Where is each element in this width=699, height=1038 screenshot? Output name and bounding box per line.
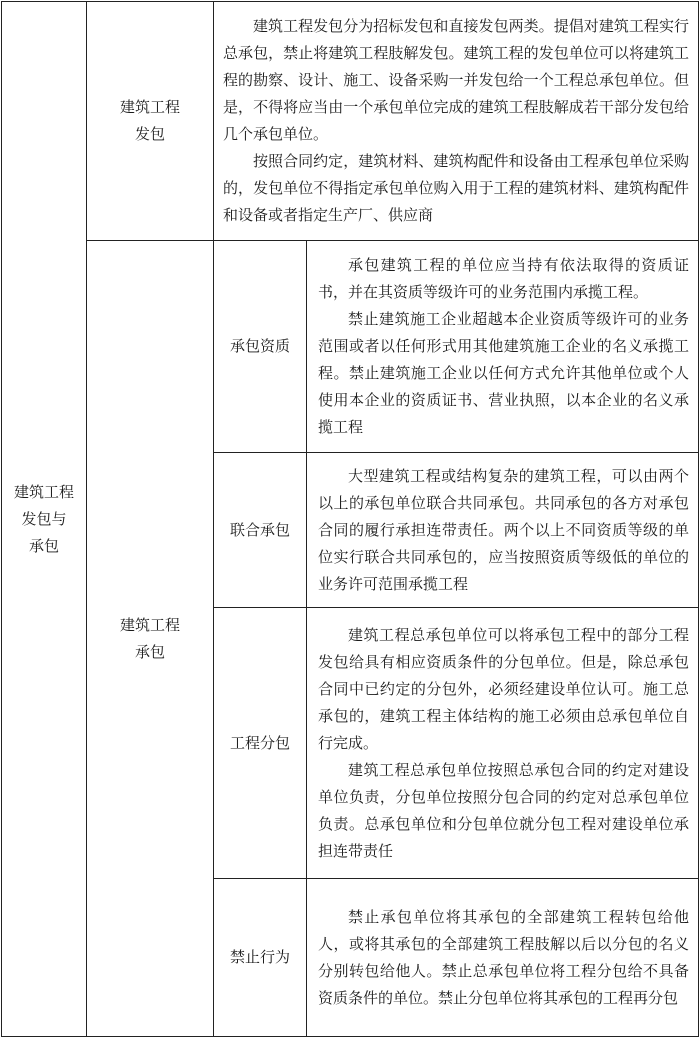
item-content-cell (307, 608, 699, 879)
paragraph: 大型建筑工程或结构复杂的建筑工程，可以由两个以上的承包单位联合共同承包。共同承包的各方对承包合同的履行承担连带责任。两个以上不同资质等级的单位实行联合共同承包的，应当按照资质等级低的单位的业务许可范围承揽工程 (318, 466, 690, 593)
paragraph: 禁止承包单位将其承包的全部建筑工程转包给他人，或将其承包的全部建筑工程肢解以后以分包的名义分别转包给他人。禁止总承包单位将工程分包给不具备资质条件的单位。禁止分包单位将其承包的工程再分包 (318, 907, 690, 1007)
item-content-cell (307, 241, 699, 453)
subcategory-line: 建筑工程 (119, 98, 180, 116)
item-label-cell: 禁止行为 (214, 879, 307, 1037)
item-label-cell: 工程分包 (214, 608, 307, 879)
subcategory-cell-fabao (87, 2, 214, 241)
item-label-cell: 联合承包 (214, 453, 307, 608)
category-cell (2, 2, 87, 1037)
item-content-cell (307, 879, 699, 1037)
subcategory-cell-chengbao (87, 241, 214, 1037)
category-line: 建筑工程 (13, 482, 74, 501)
category-line: 发包与 (21, 509, 67, 528)
table-row (2, 2, 699, 241)
subcategory-line: 发包 (134, 125, 165, 143)
paragraph: 建筑工程发包分为招标发包和直接发包两类。提倡对建筑工程实行总承包，禁止将建筑工程肢解发包。建筑工程的发包单位可以将建筑工程的勘察、设计、施工、设备采购一并发包给一个工程总承包单位。但是，不得将应当由一个承包单位完成的建筑工程肢解成若干部分发包给几个承包单位。 (223, 17, 690, 143)
paragraph: 禁止建筑施工企业超越本企业资质等级许可的业务范围或者以任何形式用其他建筑施工企业的名义承揽工程。禁止建筑施工企业以任何方式允许其他单位或个人使用本企业的资质证书、营业执照，以本企业的名义承揽工程 (318, 310, 690, 436)
subcategory-line: 建筑工程 (119, 615, 180, 634)
subcategory-line: 承包 (134, 642, 165, 661)
paragraph: 建筑工程总承包单位可以将承包工程中的部分工程发包给具有相应资质条件的分包单位。但是，除总承包合同中已约定的分包外，必须经建设单位认可。施工总承包的，建筑工程主体结构的施工必须由总承包单位自行完成。 (318, 625, 690, 752)
paragraph: 按照合同约定，建筑材料、建筑构配件和设备由工程承包单位采购的，发包单位不得指定承包单位购入用于工程的建筑材料、建筑构配件和设备或者指定生产厂、供应商 (223, 152, 690, 224)
regulation-table (1, 1, 699, 1037)
paragraph: 承包建筑工程的单位应当持有依法取得的资质证书，并在其资质等级许可的业务范围内承揽工程。 (318, 256, 690, 301)
item-content-cell (307, 453, 699, 608)
category-line: 承包 (28, 536, 59, 555)
content-cell-fabao (214, 2, 699, 241)
table-row (2, 241, 699, 453)
item-label-cell: 承包资质 (214, 241, 307, 453)
paragraph: 建筑工程总承包单位按照总承包合同的约定对建设单位负责，分包单位按照分包合同的约定对总承包单位负责。总承包单位和分包单位就分包工程对建设单位承担连带责任 (318, 760, 690, 860)
